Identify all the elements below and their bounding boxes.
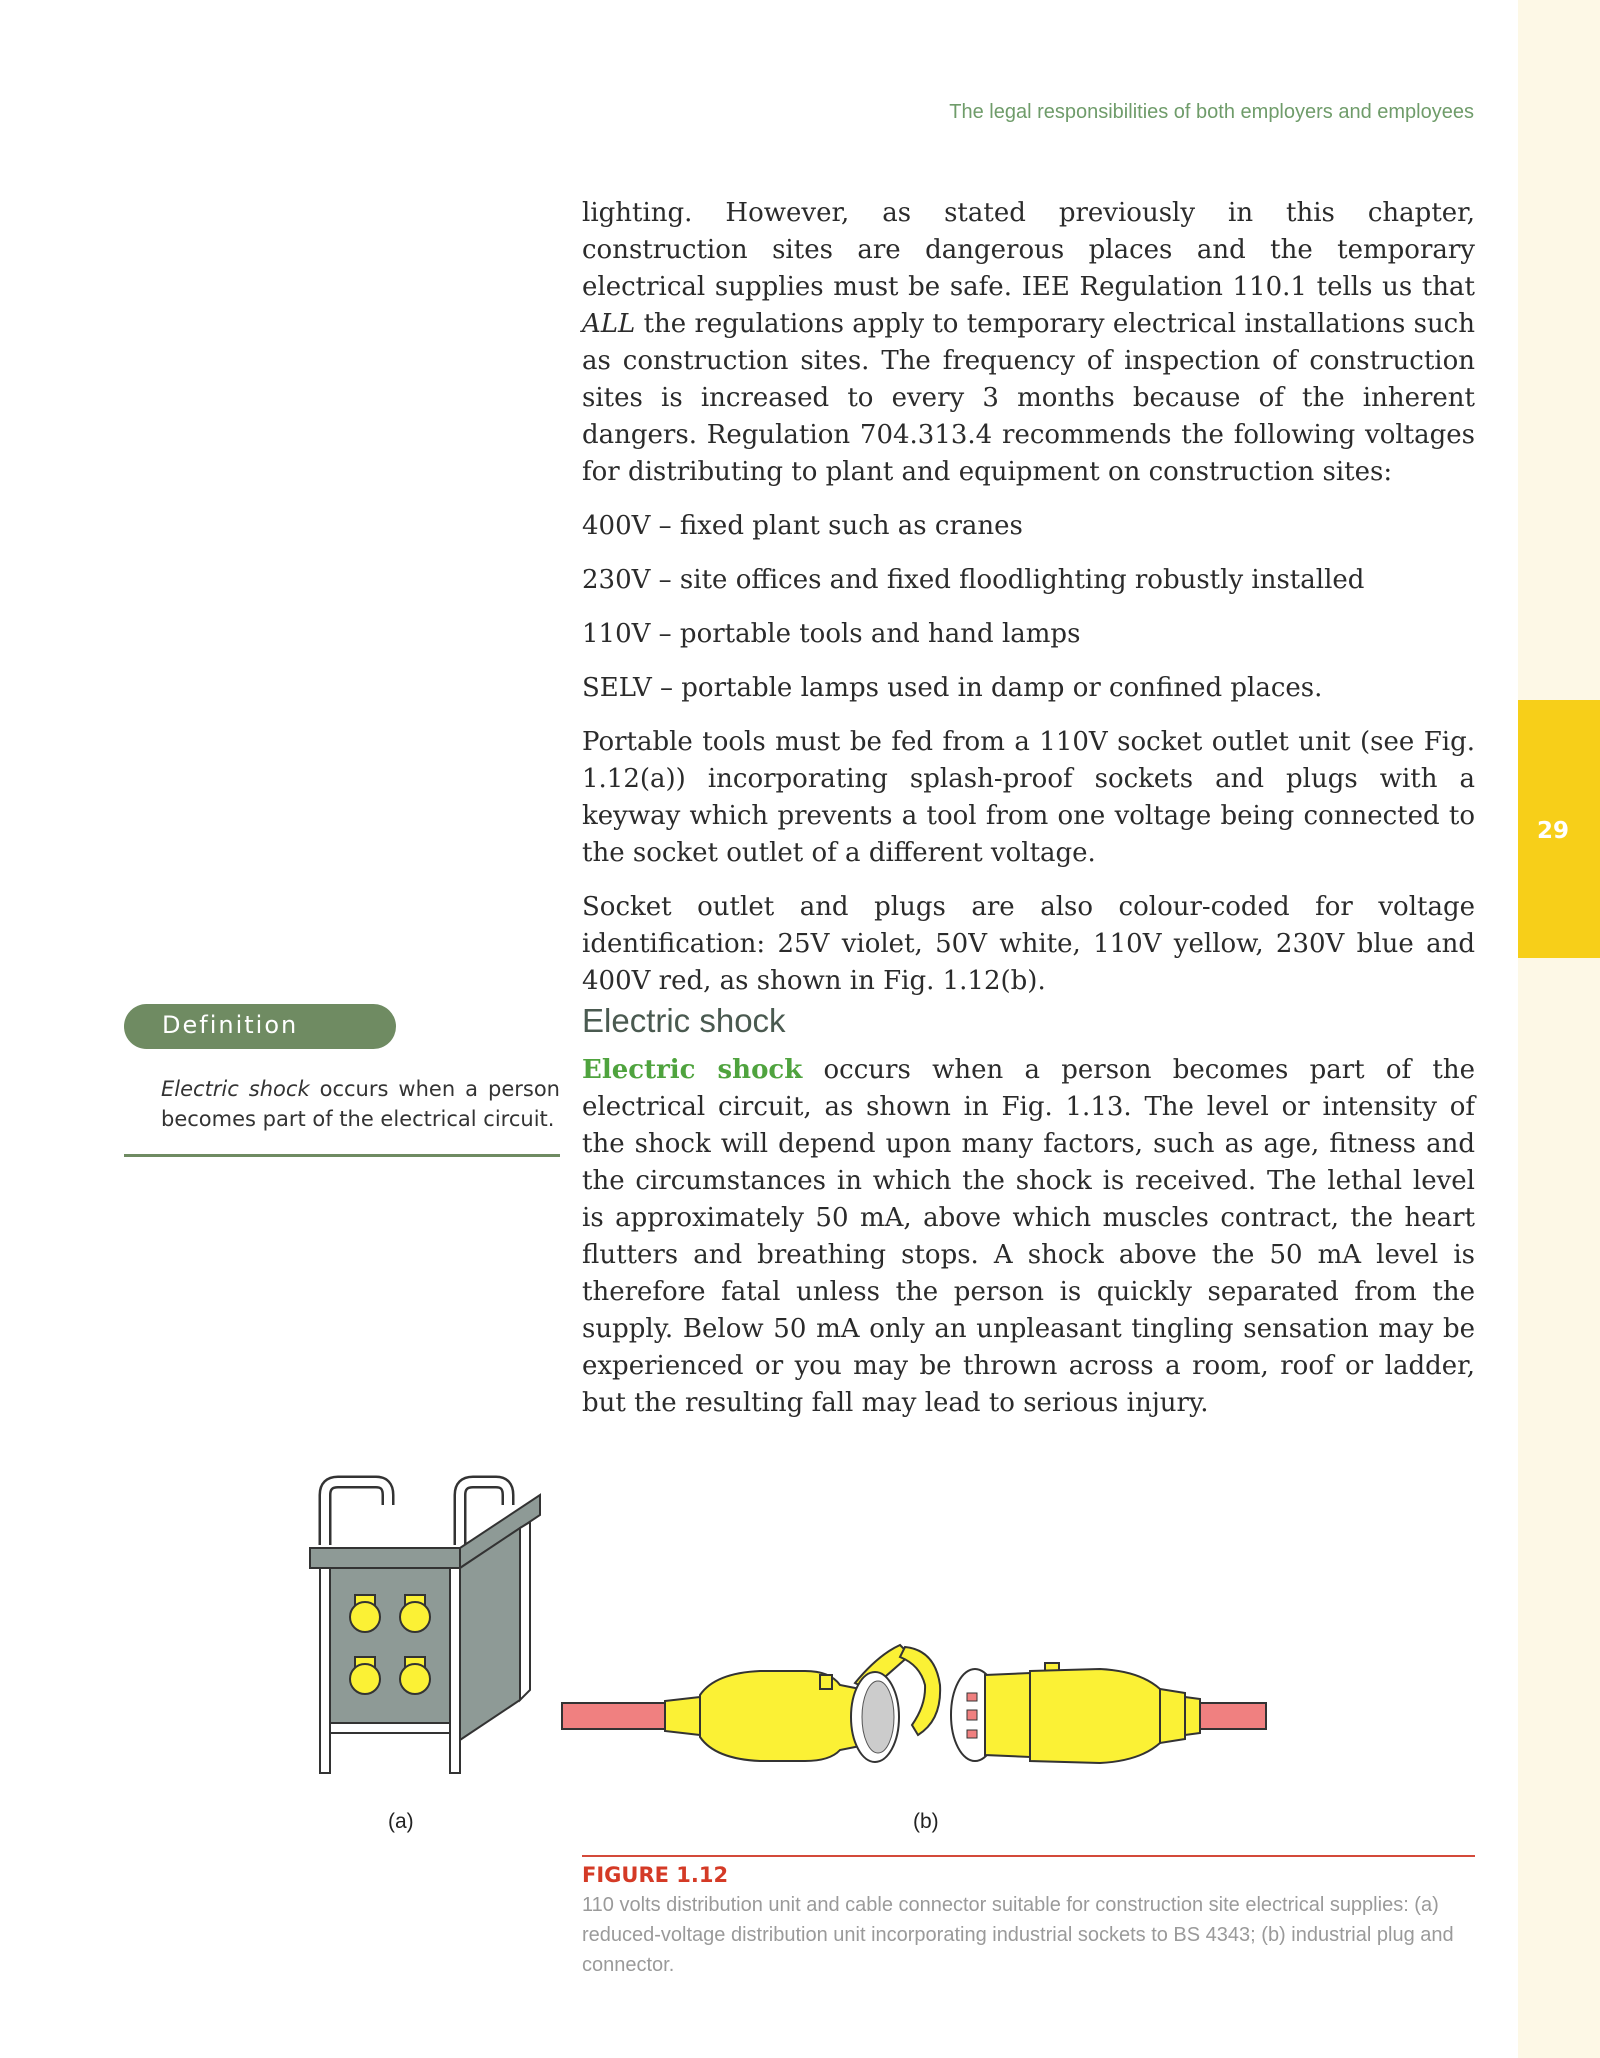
caption-rule bbox=[582, 1855, 1475, 1857]
running-head: The legal responsibilities of both employers and employees bbox=[949, 101, 1474, 123]
section-heading: Electric shock bbox=[582, 1002, 786, 1039]
distribution-unit-illustration bbox=[300, 1470, 550, 1780]
voltage-item: 230V – site offices and fixed floodlighting robustly installed bbox=[582, 565, 1365, 595]
plug-connector-illustration bbox=[560, 1635, 1270, 1780]
voltage-item: 110V – portable tools and hand lamps bbox=[582, 619, 1081, 649]
definition-body: occurs when a person becomes part of the electrical circuit. bbox=[161, 1077, 560, 1131]
definition-text bbox=[161, 1074, 560, 1134]
definition-term: Electric shock bbox=[161, 1077, 310, 1101]
page-number: 29 bbox=[1536, 818, 1569, 844]
definition-divider bbox=[124, 1154, 560, 1157]
key-term: Electric shock bbox=[582, 1055, 803, 1085]
voltage-item: 400V – fixed plant such as cranes bbox=[582, 511, 1023, 541]
paragraph: Portable tools must be fed from a 110V socket outlet unit (see Fig. 1.12(a)) incorporating splash-proof sockets and plugs with a keyway which prevents a tool from one voltage being connected to the socket outlet of a different voltage. bbox=[582, 727, 1475, 868]
figure-title: FIGURE 1.12 bbox=[582, 1863, 729, 1887]
paragraph-text: lighting. However, as stated previously in this chapter, construction sites are dangerous places and the temporary electrical supplies must be safe. IEE Regulation 110.1 tells us that bbox=[582, 198, 1475, 302]
paragraph bbox=[582, 1052, 1475, 1422]
figure-label-a: (a) bbox=[388, 1810, 414, 1833]
paragraph-text: occurs when a person becomes part of the electrical circuit, as shown in Fig. 1.13. The level or intensity of the shock will depend upon many factors, such as age, fitness and the circumstances in which the shock is received. The lethal level is approximately 50 mA, above which muscles contract, the heart flutters and breathing stops. A shock above the 50 mA level is therefore fatal unless the person is quickly separated from the supply. Below 50 mA only an unpleasant tingling sensation may be experienced or you may be thrown across a room, roof or ladder, but the resulting fall may lead to serious injury. bbox=[582, 1055, 1476, 1418]
figure-label-b: (b) bbox=[913, 1810, 939, 1833]
figure-caption: 110 volts distribution unit and cable connector suitable for construction site electrical supplies: (a) reduced-voltage distribution unit incorporating industrial sockets to BS 4343; (b) industrial plug and connector. bbox=[582, 1894, 1454, 1976]
paragraph: Socket outlet and plugs are also colour-coded for voltage identification: 25V violet, 50V white, 110V yellow, 230V blue and 400V red, as shown in Fig. 1.12(b). bbox=[582, 892, 1475, 996]
definition-label: Definition bbox=[162, 1011, 299, 1039]
voltage-item: SELV – portable lamps used in damp or confined places. bbox=[582, 673, 1323, 703]
body-text bbox=[582, 195, 1475, 1017]
emphasis: ALL bbox=[582, 309, 636, 339]
margin-strip bbox=[1518, 0, 1600, 2058]
section-body bbox=[582, 1052, 1475, 1439]
paragraph-text: the regulations apply to temporary electrical installations such as construction sites. The frequency of inspection of construction sites is increased to every 3 months because of the inherent dangers. Regulation 704.313.4 recommends the following voltages for distributing to plant and equipment on construction sites: bbox=[582, 309, 1475, 487]
paragraph bbox=[582, 195, 1475, 491]
